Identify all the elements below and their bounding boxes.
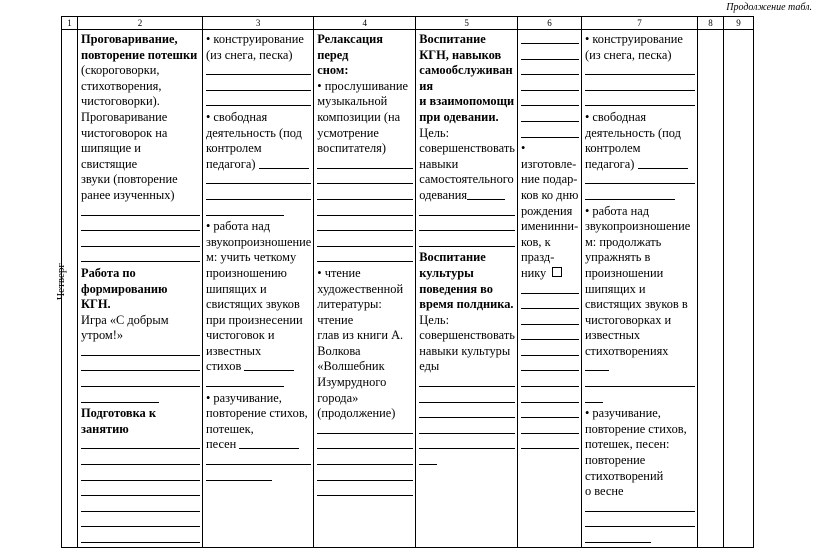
kgn-title: Воспитание xyxy=(419,32,486,46)
fill-line xyxy=(81,204,200,220)
text-line: навыки xyxy=(419,156,459,171)
fill-line xyxy=(521,406,579,422)
fill-line xyxy=(521,32,579,48)
text-line: известных xyxy=(206,343,262,358)
text-line: контролем xyxy=(584,141,641,156)
col8-empty-cell xyxy=(697,30,723,548)
daily-plan-table xyxy=(61,16,754,548)
fill-line xyxy=(521,344,579,360)
relax-title: сном: xyxy=(317,63,349,78)
fill-line xyxy=(521,391,579,407)
fill-line xyxy=(419,406,515,422)
text-line: нику xyxy=(520,265,547,280)
text-line: города» xyxy=(317,390,359,405)
text-line: шипящих и xyxy=(584,281,646,296)
text-line: художественной xyxy=(317,281,404,296)
text-line: произношению xyxy=(206,265,287,280)
fill-line xyxy=(585,359,609,371)
col2-speech-cell xyxy=(78,30,203,548)
fill-line xyxy=(81,484,200,500)
text-line: • конструирование xyxy=(584,32,683,46)
col-number: 8 xyxy=(697,17,723,30)
fill-line xyxy=(81,515,200,531)
text-line: Игра «С добрым xyxy=(81,312,169,327)
col-number: 9 xyxy=(723,17,753,30)
text-line: ков, к празд- xyxy=(520,234,555,265)
culture-title: Воспитание xyxy=(419,250,486,265)
text-line: • свободная xyxy=(584,109,647,124)
fill-line xyxy=(419,204,515,220)
text-line: совершенствовать xyxy=(419,141,515,156)
text-line: рождения xyxy=(520,203,573,218)
fill-line xyxy=(317,484,413,500)
text-line: совершенствовать xyxy=(419,328,515,343)
fill-line xyxy=(467,188,505,200)
text-line: свистящих звуков xyxy=(206,297,300,312)
text-line: • разучивание, xyxy=(206,390,282,405)
text-line: • прослушивание xyxy=(317,78,409,93)
text-line: потешек, песен: xyxy=(584,437,670,452)
col-number: 1 xyxy=(62,17,78,30)
text-line: Изумрудного xyxy=(317,375,387,390)
kgn-title: ия xyxy=(419,78,434,93)
text-line: Цель: xyxy=(419,125,450,140)
col-number: 6 xyxy=(517,17,581,30)
fill-line xyxy=(206,375,311,391)
fill-line xyxy=(521,437,579,453)
fill-line xyxy=(317,219,413,235)
text-line: ранее изученных) xyxy=(81,187,175,202)
text-line: одевания xyxy=(419,187,468,202)
kgn-title: Работа по xyxy=(81,265,136,280)
fill-line xyxy=(81,453,200,469)
text-line: • свободная xyxy=(206,109,268,124)
text-line: ние подар- xyxy=(520,172,578,187)
day-of-week-label: Четверг xyxy=(55,263,67,300)
fill-line xyxy=(81,344,200,360)
fill-line xyxy=(317,437,413,453)
col-number: 2 xyxy=(78,17,203,30)
fill-line xyxy=(81,375,200,391)
kgn-title: самообслуживан xyxy=(419,63,513,78)
text-line: глав из книги А. xyxy=(317,328,404,343)
kgn-title: и взаимопомощи xyxy=(419,94,515,109)
text-line: потешек, xyxy=(206,421,254,436)
fill-line xyxy=(206,172,311,188)
fill-line xyxy=(521,126,579,142)
fill-line xyxy=(521,359,579,375)
text-line: контролем xyxy=(206,141,262,156)
fill-line xyxy=(317,453,413,469)
fill-line xyxy=(419,219,515,235)
fill-line xyxy=(317,188,413,204)
text-line: • разучивание, xyxy=(584,406,661,421)
text-line: чистоговорок на xyxy=(81,125,168,140)
text-line: шипящие и свистящие xyxy=(81,141,141,171)
text-line: деятельность (под xyxy=(206,125,302,140)
culture-title: поведения во xyxy=(419,281,493,296)
text-line: «Волшебник xyxy=(317,359,385,374)
text-line: повторение стихов, xyxy=(206,406,308,421)
fill-line xyxy=(585,172,695,188)
fill-line xyxy=(521,297,579,313)
fill-line xyxy=(419,375,515,391)
text-line: звукопроизношение xyxy=(584,219,691,234)
column-number-row xyxy=(62,17,754,30)
fill-line xyxy=(585,79,695,95)
text-line: чистоговорки). xyxy=(81,94,160,109)
text-line: м: продолжать xyxy=(584,234,662,249)
fill-line xyxy=(81,359,200,375)
text-line: повторение xyxy=(584,453,646,468)
culture-title: время полдника. xyxy=(419,297,514,312)
fill-line xyxy=(206,94,311,110)
text-line: педагога) xyxy=(206,156,256,171)
fill-line xyxy=(585,63,695,79)
text-line: повторение стихов, xyxy=(584,421,687,436)
fill-line xyxy=(419,437,515,453)
fill-line xyxy=(419,391,515,407)
day-cell xyxy=(62,30,78,548)
speech-title: Проговаривание, xyxy=(81,32,178,46)
text-line: м: учить четкому xyxy=(206,250,297,265)
text-line: стихотворения, xyxy=(81,78,162,93)
fill-line xyxy=(81,500,200,516)
text-line: • конструирование xyxy=(206,32,304,46)
fill-line xyxy=(419,422,515,438)
text-line: литературы: чтение xyxy=(317,297,382,327)
text-line: педагога) xyxy=(584,156,635,171)
text-line: (из снега, песка) xyxy=(206,47,293,62)
col-number: 5 xyxy=(416,17,518,30)
fill-line xyxy=(239,437,299,449)
col4-relax-reading-cell xyxy=(314,30,416,548)
text-line: • работа над xyxy=(584,203,650,218)
text-line: стихов xyxy=(206,359,242,374)
fill-line xyxy=(419,235,515,251)
lesson-prep-title: Подготовка к занятию xyxy=(81,406,156,436)
text-line: Проговаривание xyxy=(81,109,168,124)
fill-line xyxy=(521,63,579,79)
culture-title: культуры xyxy=(419,265,474,280)
fill-line xyxy=(585,515,695,531)
col-number: 7 xyxy=(581,17,697,30)
fill-line xyxy=(317,157,413,173)
fill-line xyxy=(419,453,515,469)
text-line: (продолжение) xyxy=(317,406,396,421)
fill-line xyxy=(206,79,311,95)
text-line: песен xyxy=(206,437,237,452)
text-line: воспитателя) xyxy=(317,141,386,156)
fill-line xyxy=(259,157,309,169)
fill-line xyxy=(206,188,311,204)
fill-line xyxy=(317,469,413,485)
kgn-title: формированию КГН. xyxy=(81,281,168,312)
text-line: звукопроизношение xyxy=(206,234,312,249)
text-line: навыки культуры xyxy=(419,343,511,358)
fill-line xyxy=(81,250,200,266)
text-line: при произнесении xyxy=(206,312,303,327)
fill-line xyxy=(585,188,695,204)
fill-line xyxy=(206,63,311,79)
fill-line xyxy=(317,250,413,266)
text-line: о весне xyxy=(584,484,624,499)
fill-line xyxy=(521,313,579,329)
text-line: стихотворениях xyxy=(584,343,669,358)
fill-line xyxy=(521,48,579,64)
text-line: упражнять в xyxy=(584,250,651,265)
text-line: • чтение xyxy=(317,265,361,280)
col-number: 3 xyxy=(203,17,314,30)
text-line: музыкальной xyxy=(317,94,388,109)
fill-line xyxy=(585,94,695,110)
text-line: чистоговок и xyxy=(206,328,275,343)
fill-line xyxy=(585,500,695,516)
fill-line xyxy=(317,422,413,438)
text-line: самостоятельного xyxy=(419,172,514,187)
fill-line xyxy=(521,375,579,391)
fill-line xyxy=(638,157,688,169)
fill-line xyxy=(585,391,695,407)
col9-empty-cell xyxy=(723,30,753,548)
fill-line xyxy=(521,94,579,110)
text-line: (скороговорки, xyxy=(81,63,160,78)
text-line: стихотворений xyxy=(584,468,664,483)
text-line: произношении xyxy=(584,265,664,280)
text-line: усмотрение xyxy=(317,125,379,140)
table-continuation-caption: Продолжение табл. xyxy=(726,2,812,13)
fill-line xyxy=(81,531,200,547)
speech-title: повторение потешки xyxy=(81,47,198,62)
fill-line xyxy=(317,172,413,188)
thursday-row xyxy=(62,30,754,548)
fill-line xyxy=(81,391,200,407)
fill-line xyxy=(585,375,695,391)
fill-line xyxy=(521,328,579,344)
text-line: деятельность (под xyxy=(584,125,681,140)
text-line: • изготовле- xyxy=(520,141,577,171)
text-line: еды xyxy=(419,359,440,374)
fill-line xyxy=(81,235,200,251)
text-line: утром!» xyxy=(81,328,124,343)
text-line: шипящих и xyxy=(206,281,267,296)
fill-line xyxy=(244,359,294,371)
col6-crafts-cell xyxy=(517,30,581,548)
text-line: ков ко дню xyxy=(520,187,579,202)
col7-activities-cell xyxy=(581,30,697,548)
text-line: звуки (повторение xyxy=(81,172,178,187)
fill-line xyxy=(521,422,579,438)
kgn-title: при одевании. xyxy=(419,109,499,124)
text-line: известных xyxy=(584,328,641,343)
text-line: (из снега, песка) xyxy=(584,47,672,62)
fill-line xyxy=(521,110,579,126)
col5-kgn-cell xyxy=(416,30,518,548)
text-line: чистоговорках и xyxy=(584,312,672,327)
text-line: именинни- xyxy=(520,219,579,234)
fill-line xyxy=(521,79,579,95)
text-line: Волкова xyxy=(317,343,361,358)
col-number: 4 xyxy=(314,17,416,30)
col3-activities-cell xyxy=(203,30,314,548)
fill-line xyxy=(206,469,311,485)
fill-line xyxy=(317,204,413,220)
fill-line xyxy=(585,531,695,547)
kgn-title: КГН, навыков xyxy=(419,47,502,62)
fill-line xyxy=(206,453,311,469)
text-line: свистящих звуков в xyxy=(584,297,688,312)
fill-line xyxy=(521,282,579,298)
checkbox-square-icon xyxy=(552,267,562,277)
relax-title: Релаксация перед xyxy=(317,32,383,62)
fill-line xyxy=(81,437,200,453)
fill-line xyxy=(81,219,200,235)
fill-line xyxy=(81,469,200,485)
text-line: композиции (на xyxy=(317,109,401,124)
fill-line xyxy=(206,204,311,220)
text-line: • работа над xyxy=(206,219,271,234)
fill-line xyxy=(317,235,413,251)
text-line: Цель: xyxy=(419,312,450,327)
